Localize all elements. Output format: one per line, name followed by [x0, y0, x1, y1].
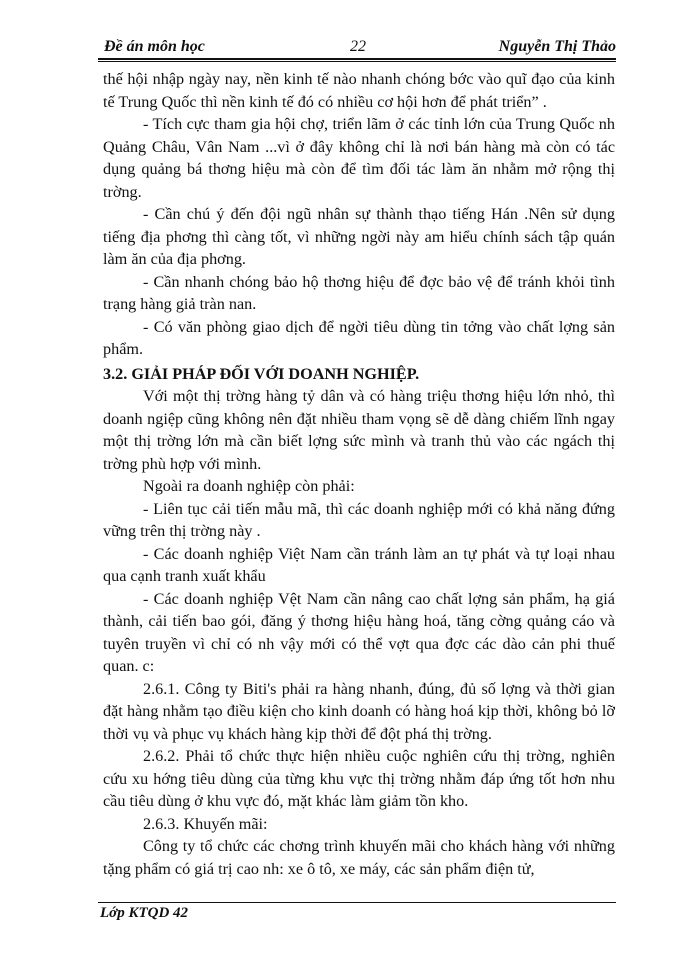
header-rule-thin [98, 61, 616, 62]
header-rule [98, 58, 616, 60]
header-author: Nguyễn Thị Thảo [498, 38, 616, 55]
paragraph: 2.6.2. Phải tổ chức thực hiện nhiều cuộc nghiên cứu thị trờng, nghiên cứu xu hớng tiêu dùng của từng khu vực thị trờng nhằm đáp ứng tốt hơn nhu cầu tiêu dùng ở khu vực đó, mặt khác làm giảm tồn kho. [103, 747, 615, 810]
paragraph: - Các doanh nghiệp Vệt Nam cần nâng cao chất lợng sản phẩm, hạ giá thành, cải tiến bao gói, đăng ý thơng hiệu hàng hoá, tăng cờng quảng cáo và tuyên truyền vì chỉ có nh vậy mới có thể vợt qua đợc các dào cản phi thuế quan. c: [103, 589, 615, 675]
paragraph: Với một thị trờng hàng tỷ dân và có hàng triệu thơng hiệu lớn nhỏ, thì doanh ngiệp cũng không nên đặt nhiều tham vọng sẽ dễ dàng chiếm lĩnh ngay một thị trờng lớn mà cần biết lợng sức mình và tranh thủ vào các ngách thị trờng phù hợp với mình. [103, 387, 615, 473]
paragraph: - Liên tục cải tiến mẫu mã, thì các doanh nghiệp mới có khả năng đứng vững trên thị trờng này . [103, 499, 615, 540]
paragraph: - Các doanh nghiệp Việt Nam cần tránh làm an tự phát và tự loại nhau qua cạnh tranh xuất khẩu [103, 544, 615, 585]
paragraph: - Cần chú ý đến đội ngũ nhân sự thành thạo tiếng Hán .Nên sử dụng tiếng địa phơng thì càng tốt, vì những ngời này am hiểu chính sách tập quán làm ăn của địa phơng. [103, 205, 615, 268]
header-page-number: 22 [350, 38, 366, 55]
paragraph: - Tích cực tham gia hội chợ, triển lãm ở các tỉnh lớn của Trung Quốc nh Quảng Châu, Vân Nam ...vì ở đây không chỉ là nơi bán hàng mà còn có tác dụng quảng bá thơng hiệu mà còn để tìm đối tác làm ăn nhằm mở rộng thị trờng. [103, 115, 615, 201]
document-body [103, 68, 615, 880]
paragraph: - Có văn phòng giao dịch để ngời tiêu dùng tin tởng vào chất lợng sản phẩm. [103, 317, 615, 358]
paragraph: 2.6.3. Khuyến mãi: [143, 814, 268, 833]
footer-rule [98, 902, 616, 903]
paragraph: 2.6.1. Công ty Biti's phải ra hàng nhanh, đúng, đủ số lợng và thời gian đặt hàng nhằm tạo điều kiện cho kinh doanh có hàng hoá kịp thời, không bỏ lỡ thời vụ và phục vụ khách hàng kịp thời để đột phá thị trờng. [103, 679, 615, 743]
paragraph: Ngoài ra doanh nghiệp còn phải: [143, 477, 355, 495]
section-heading: 3.2. GIẢI PHÁP ĐỐI VỚI DOANH NGHIỆP. [103, 364, 420, 383]
paragraph: thế hội nhập ngày nay, nền kinh tế nào nhanh chóng bớc vào quĩ đạo của kinh tế Trung Quốc thì nền kinh tế đó có nhiều cơ hội hơn để phát triển” . [103, 70, 615, 111]
paragraph: Công ty tổ chức các chơng trình khuyến mãi cho khách hàng với những tặng phẩm có giá trị cao nh: xe ô tô, xe máy, các sản phẩm điện tử, [103, 837, 615, 878]
page-footer: Lớp KTQD 42 [100, 905, 189, 921]
paragraph: - Cần nhanh chóng bảo hộ thơng hiệu để đợc bảo vệ để tránh khỏi tình trạng hàng giả tràn nan. [103, 272, 615, 313]
header-course-title: Đề án môn học [104, 38, 205, 55]
page-header [98, 20, 616, 55]
